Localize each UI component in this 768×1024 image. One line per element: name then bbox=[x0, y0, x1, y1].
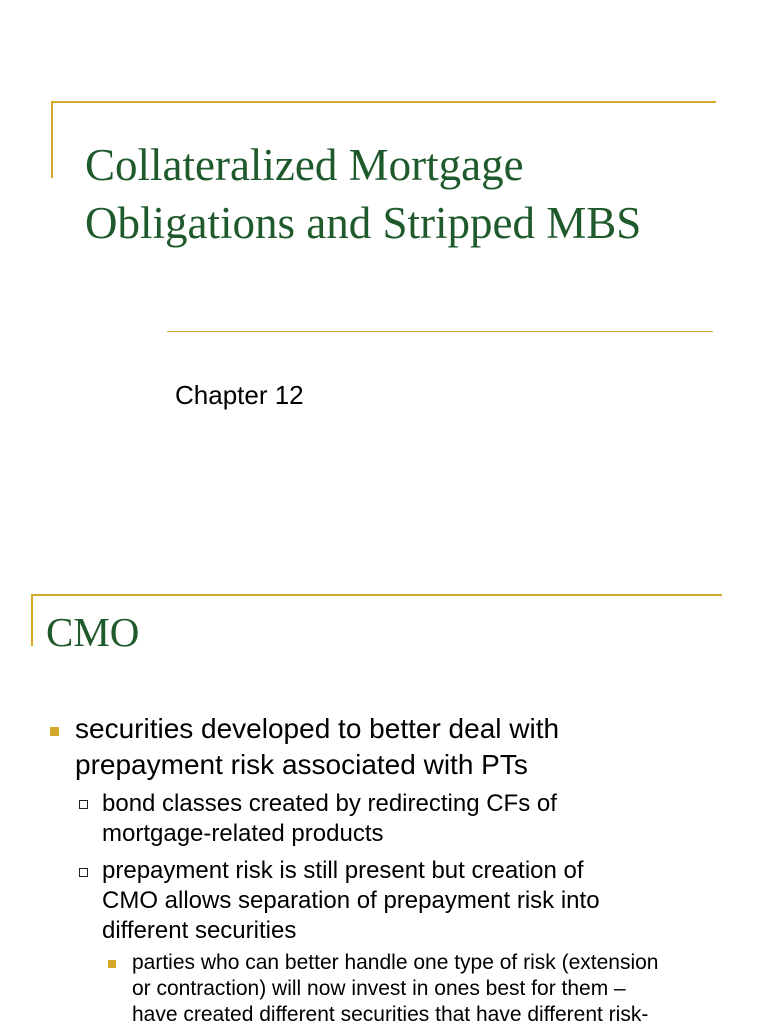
sub-bullet-line: CMO allows separation of prepayment risk into bbox=[102, 887, 600, 914]
sub-bullet-marker-icon bbox=[79, 800, 88, 809]
title-line-1: Collateralized Mortgage bbox=[85, 140, 524, 190]
sub-sub-bullet-line: or contraction) will now invest in ones best for them – bbox=[132, 977, 626, 1000]
left-rule bbox=[51, 101, 53, 178]
sub-sub-bullet-line: parties who can better handle one type of risk (extension bbox=[132, 951, 659, 974]
sub-sub-bullet-item bbox=[132, 950, 658, 1024]
sub-bullet-item bbox=[102, 856, 600, 946]
bullet-item bbox=[75, 711, 559, 783]
sub-bullet-line: mortgage-related products bbox=[102, 820, 384, 847]
sub-bullet-item bbox=[102, 789, 557, 849]
sub-bullet-line: prepayment risk is still present but creation of bbox=[102, 857, 584, 884]
left-rule bbox=[31, 594, 33, 646]
top-rule bbox=[51, 101, 716, 103]
sub-bullet-line: different securities bbox=[102, 917, 297, 944]
sub-sub-bullet-line: have created different securities that have different risk- bbox=[132, 1003, 649, 1024]
title-underline bbox=[167, 331, 713, 332]
content-slide bbox=[0, 560, 768, 1024]
bullet-line: prepayment risk associated with PTs bbox=[75, 749, 528, 780]
sub-bullet-line: bond classes created by redirecting CFs of bbox=[102, 790, 557, 817]
sub-sub-bullet-marker-icon bbox=[108, 960, 116, 968]
chapter-subtitle: Chapter 12 bbox=[175, 380, 304, 410]
sub-bullet-marker-icon bbox=[79, 868, 88, 877]
slide-title bbox=[85, 136, 725, 252]
slide-heading: CMO bbox=[46, 609, 140, 655]
top-rule bbox=[31, 594, 722, 596]
bullet-line: securities developed to better deal with bbox=[75, 713, 560, 744]
title-line-2: Obligations and Stripped MBS bbox=[85, 198, 642, 248]
bullet-marker-icon bbox=[50, 727, 59, 736]
